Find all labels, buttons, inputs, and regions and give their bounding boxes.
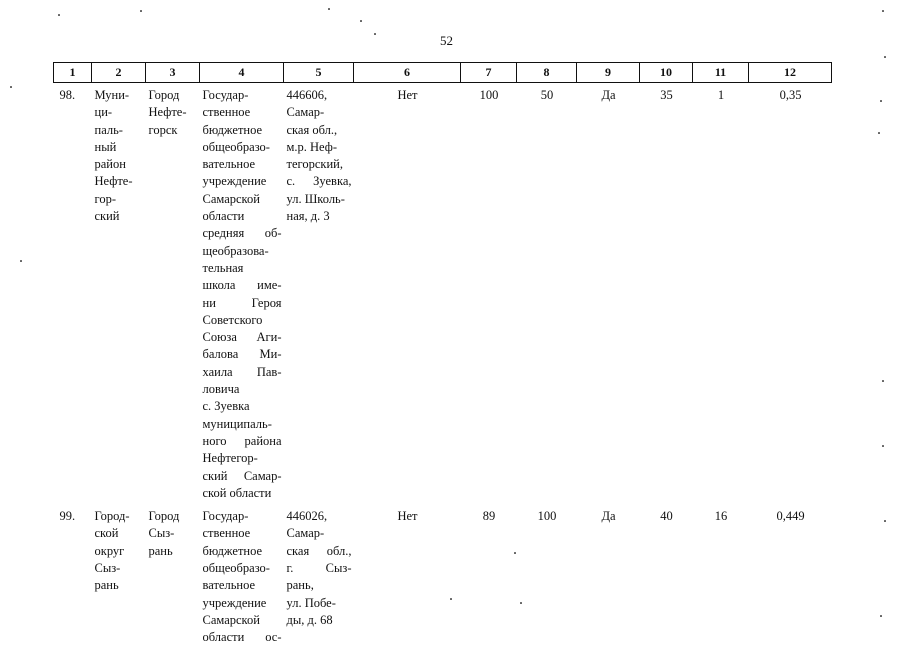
- header-row: [54, 63, 832, 83]
- cell-line: горск: [148, 122, 178, 137]
- cell-line: вательное: [202, 157, 256, 172]
- data-table: [53, 62, 832, 647]
- cell-line: ский Самар-: [202, 468, 282, 483]
- scan-speck: [884, 56, 886, 58]
- cell-line: рань,: [286, 578, 314, 593]
- cell-line: Самар-: [286, 526, 325, 541]
- cell-line: с. Зуевка,: [286, 174, 352, 189]
- header-col-11: 11: [693, 63, 749, 83]
- scan-speck: [520, 602, 522, 604]
- municipality-cell: [92, 83, 146, 503]
- row-number: 99.: [59, 509, 76, 524]
- header-col-9: 9: [577, 63, 640, 83]
- cell-line: Самар-: [286, 105, 325, 120]
- scan-speck: [884, 520, 886, 522]
- col-10-value: 40: [660, 509, 673, 524]
- cell-line: Государ-: [202, 509, 249, 524]
- cell-line: Город: [148, 88, 180, 102]
- address-cell: [284, 83, 354, 503]
- cell-line: бюджетное: [202, 543, 263, 558]
- cell-line: Государ-: [202, 88, 249, 102]
- cell-line: общеобразо-: [202, 561, 270, 576]
- scan-speck: [880, 100, 882, 102]
- cell-line: ственное: [202, 105, 251, 120]
- institution-name-cell: [200, 83, 284, 503]
- cell-line: тельная: [202, 260, 244, 275]
- cell-line: Нефте-: [148, 105, 187, 120]
- cell-line: Город: [148, 509, 180, 524]
- scan-speck: [328, 8, 330, 10]
- cell-line: учреждение: [202, 595, 267, 610]
- cell-line: округ: [94, 543, 125, 558]
- scan-speck: [58, 14, 60, 16]
- scan-speck: [20, 260, 22, 262]
- cell-line: ской: [94, 526, 119, 541]
- cell-line: рань: [94, 578, 119, 593]
- cell-line: ный: [94, 139, 117, 154]
- cell-line: Нефте-: [94, 174, 133, 189]
- cell-line: район: [94, 157, 126, 172]
- header-col-5: 5: [284, 63, 354, 83]
- cell-line: ловича: [202, 382, 240, 397]
- scan-speck: [374, 33, 376, 35]
- cell-line: гор-: [94, 191, 116, 206]
- cell-line: 446606,: [286, 88, 328, 102]
- col-9-value: Да: [601, 509, 616, 524]
- header-col-10: 10: [640, 63, 693, 83]
- cell-line: Союза Аги-: [202, 330, 282, 345]
- header-col-4: 4: [200, 63, 284, 83]
- address-cell: [284, 502, 354, 646]
- cell-line: Советского: [202, 312, 263, 327]
- col-8-value: 100: [537, 509, 557, 524]
- scan-speck: [882, 10, 884, 12]
- cell-line: школа име-: [202, 278, 282, 293]
- cell-line: ская обл.,: [286, 543, 352, 558]
- header-col-2: 2: [92, 63, 146, 83]
- cell-line: ственное: [202, 526, 251, 541]
- col-7-value: 100: [479, 88, 499, 102]
- cell-line: средняя об-: [202, 226, 282, 241]
- cell-line: Муни-: [94, 88, 130, 102]
- col-11-value: 16: [714, 509, 728, 524]
- cell-line: ул. Школь-: [286, 191, 345, 206]
- col-6-value: Нет: [397, 88, 418, 102]
- header-col-3: 3: [146, 63, 200, 83]
- cell-line: Самарской: [202, 612, 260, 627]
- cell-line: паль-: [94, 122, 123, 137]
- cell-line: области: [202, 209, 245, 224]
- cell-line: ци-: [94, 105, 113, 120]
- table-row: [54, 502, 832, 646]
- cell-line: тегорский,: [286, 157, 343, 172]
- page-number: 52: [440, 33, 453, 48]
- header-col-12: 12: [749, 63, 832, 83]
- cell-line: бюджетное: [202, 122, 263, 137]
- header-col-8: 8: [517, 63, 577, 83]
- scan-speck: [450, 598, 452, 600]
- cell-line: балова Ми-: [202, 347, 282, 362]
- cell-line: ни Героя: [202, 295, 282, 310]
- cell-line: г. Сыз-: [286, 561, 352, 576]
- col-9-value: Да: [601, 88, 616, 102]
- cell-line: общеобразо-: [202, 139, 270, 154]
- cell-line: м.р. Неф-: [286, 139, 338, 154]
- cell-line: Нефтегор-: [202, 451, 258, 466]
- cell-line: ного района: [202, 433, 282, 448]
- cell-line: Сыз-: [94, 561, 121, 576]
- cell-line: муниципаль-: [202, 416, 272, 431]
- institution-name-cell: [200, 502, 284, 646]
- header-col-7: 7: [461, 63, 517, 83]
- cell-line: Сыз-: [148, 526, 175, 541]
- col-11-value: 1: [717, 88, 725, 102]
- col-10-value: 35: [660, 88, 673, 102]
- cell-line: ул. Побе-: [286, 595, 336, 610]
- cell-line: ская обл.,: [286, 122, 338, 137]
- scan-speck: [514, 552, 516, 554]
- row-number: 98.: [59, 88, 76, 102]
- cell-line: ский: [94, 209, 120, 224]
- cell-line: Самарской: [202, 191, 260, 206]
- cell-line: области ос-: [202, 630, 282, 645]
- cell-line: рань: [148, 543, 173, 558]
- table-row: [54, 83, 832, 503]
- cell-line: с. Зуевка: [202, 399, 250, 414]
- scan-speck: [140, 10, 142, 12]
- header-col-1: 1: [54, 63, 92, 83]
- col-8-value: 50: [540, 88, 554, 102]
- locality-cell: [146, 83, 200, 503]
- scan-speck: [360, 20, 362, 22]
- cell-line: вательное: [202, 578, 256, 593]
- col-6-value: Нет: [397, 509, 418, 524]
- locality-cell: [146, 502, 200, 646]
- col-12-value: 0,449: [776, 509, 805, 524]
- cell-line: хаила Пав-: [202, 364, 282, 379]
- scan-speck: [882, 380, 884, 382]
- cell-line: учреждение: [202, 174, 267, 189]
- cell-line: 446026,: [286, 509, 328, 524]
- cell-line: ской области: [202, 485, 272, 500]
- scan-speck: [10, 86, 12, 88]
- cell-line: ды, д. 68: [286, 612, 333, 627]
- header-col-6: 6: [354, 63, 461, 83]
- col-12-value: 0,35: [779, 88, 802, 102]
- cell-line: ная, д. 3: [286, 209, 330, 224]
- cell-line: Город-: [94, 509, 130, 524]
- scan-speck: [878, 132, 880, 134]
- col-7-value: 89: [482, 509, 496, 524]
- cell-line: щеобразова-: [202, 243, 269, 258]
- scan-speck: [880, 615, 882, 617]
- municipality-cell: [92, 502, 146, 646]
- scan-speck: [882, 445, 884, 447]
